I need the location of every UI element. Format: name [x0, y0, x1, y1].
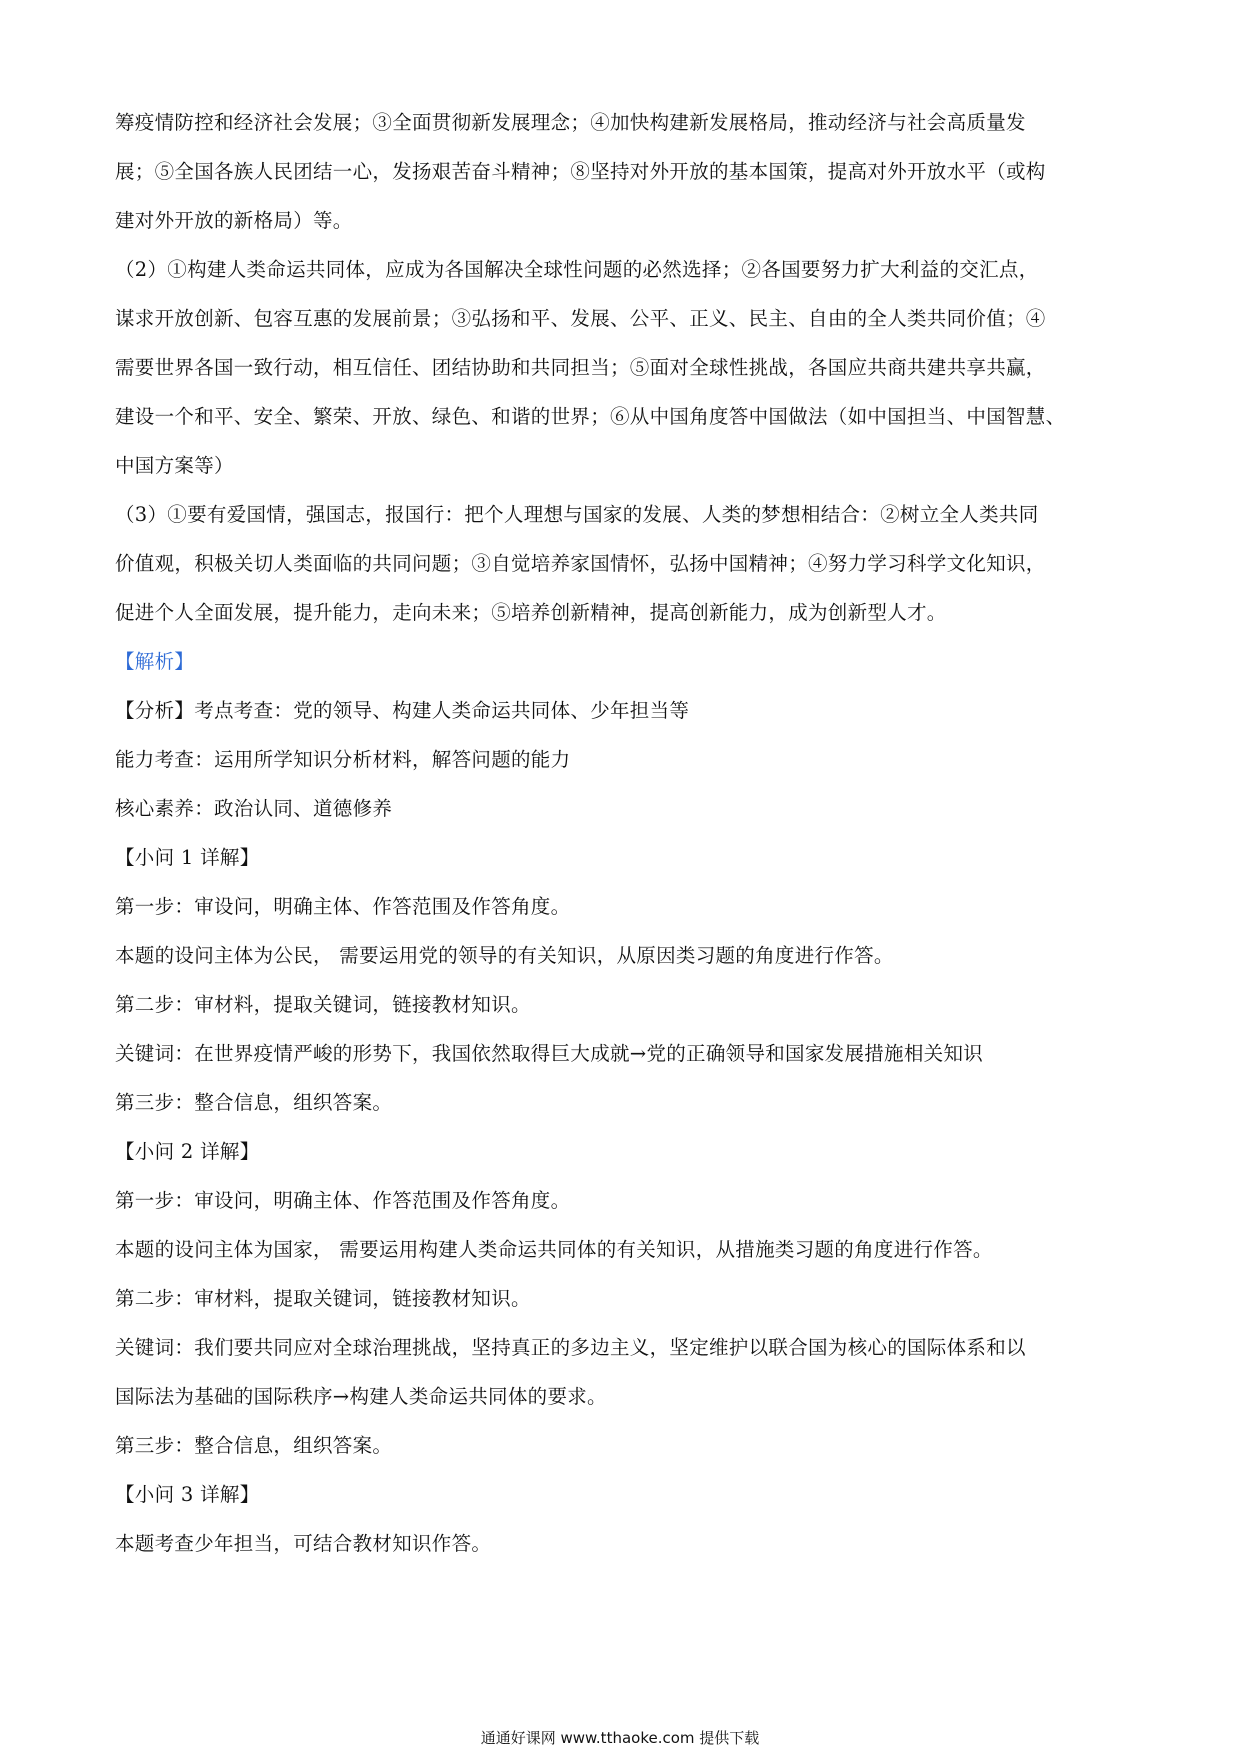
analysis-line: 国际法为基础的国际秩序→构建人类命运共同体的要求。: [115, 1385, 607, 1408]
answer-line: 展；⑤全国各族人民团结一心，发扬艰苦奋斗精神；⑧坚持对外开放的基本国策，提高对外开放水平（或构: [115, 160, 1046, 183]
answer-line: 中国方案等）: [115, 454, 234, 477]
section-heading: 【小问 3 详解】: [115, 1483, 260, 1506]
analysis-line: 第二步：审材料，提取关键词，链接教材知识。: [115, 993, 531, 1016]
section-heading: 【小问 1 详解】: [115, 846, 260, 869]
analysis-line: 本题的设问主体为国家， 需要运用构建人类命运共同体的有关知识，从措施类习题的角度进行作答。: [115, 1238, 993, 1261]
answer-line: （3）①要有爱国情，强国志，报国行：把个人理想与国家的发展、人类的梦想相结合：②树立全人类共同: [115, 503, 1039, 526]
analysis-line: 第三步：整合信息，组织答案。: [115, 1091, 393, 1114]
answer-line: 建设一个和平、安全、繁荣、开放、绿色、和谐的世界；⑥从中国角度答中国做法（如中国担当、中国智慧、: [115, 405, 1066, 428]
document-body: [115, 98, 1125, 1568]
section-heading: 【小问 2 详解】: [115, 1140, 260, 1163]
analysis-line: 第一步：审设问，明确主体、作答范围及作答角度。: [115, 1189, 571, 1212]
analysis-line: 关键词：我们要共同应对全球治理挑战，坚持真正的多边主义，坚定维护以联合国为核心的国际体系和以: [115, 1336, 1026, 1359]
analysis-line: 【分析】考点考查：党的领导、构建人类命运共同体、少年担当等: [115, 699, 690, 722]
analysis-line: 能力考查：运用所学知识分析材料，解答问题的能力: [115, 748, 571, 771]
analysis-line: 关键词：在世界疫情严峻的形势下，我国依然取得巨大成就→党的正确领导和国家发展措施相关知识: [115, 1042, 984, 1065]
answer-line: 建对外开放的新格局）等。: [115, 209, 353, 232]
analysis-line: 核心素养：政治认同、道德修养: [115, 797, 393, 820]
analysis-line: 第一步：审设问，明确主体、作答范围及作答角度。: [115, 895, 571, 918]
answer-line: 价值观，积极关切人类面临的共同问题；③自觉培养家国情怀，弘扬中国精神；④努力学习科学文化知识，: [115, 552, 1046, 575]
page-footer: 通通好课网 www.tthaoke.com 提供下载: [480, 1729, 760, 1747]
analysis-line: 本题考查少年担当，可结合教材知识作答。: [115, 1532, 492, 1555]
answer-line: 需要世界各国一致行动，相互信任、团结协助和共同担当；⑤面对全球性挑战，各国应共商共建共享共赢，: [115, 356, 1046, 379]
analysis-heading: 【解析】: [115, 650, 195, 673]
analysis-line: 本题的设问主体为公民， 需要运用党的领导的有关知识，从原因类习题的角度进行作答。: [115, 944, 894, 967]
answer-line: （2）①构建人类命运共同体，应成为各国解决全球性问题的必然选择；②各国要努力扩大利益的交汇点，: [115, 258, 1039, 281]
answer-line: 谋求开放创新、包容互惠的发展前景；③弘扬和平、发展、公平、正义、民主、自由的全人类共同价值；④: [115, 307, 1046, 330]
analysis-line: 第三步：整合信息，组织答案。: [115, 1434, 393, 1457]
analysis-line: 第二步：审材料，提取关键词，链接教材知识。: [115, 1287, 531, 1310]
answer-line: 促进个人全面发展，提升能力，走向未来；⑤培养创新精神，提高创新能力，成为创新型人才。: [115, 601, 947, 624]
answer-line: 筹疫情防控和经济社会发展；③全面贯彻新发展理念；④加快构建新发展格局，推动经济与社会高质量发: [115, 111, 1026, 134]
